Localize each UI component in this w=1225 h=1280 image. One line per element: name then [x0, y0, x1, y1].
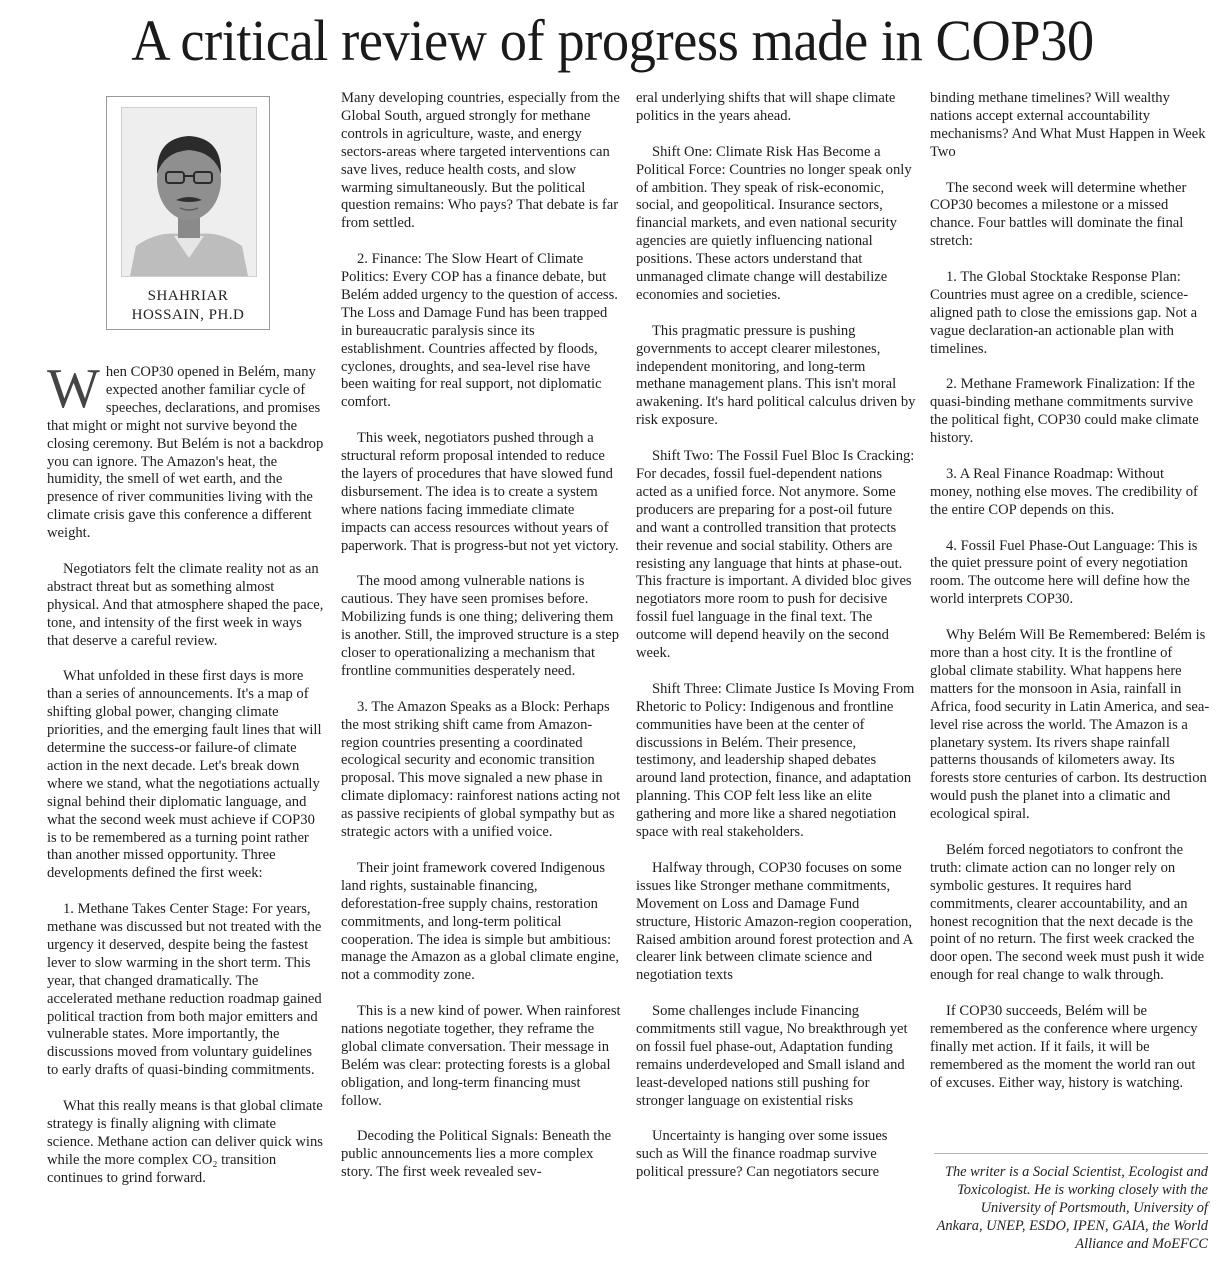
- divider: [934, 1153, 1208, 1154]
- author-name-line2: HOSSAIN, PH.D: [131, 307, 245, 323]
- column-1: [47, 358, 324, 1206]
- paragraph: When COP30 opened in Belém, many expected another familiar cycle of speeches, declarations, and promises that might or might not survive beyond the closing ceremony. But Belém is not a backdrop you can ignore. The Amazon's heat, the humidity, the smell of wet earth, and the presence of river communities living with the climate crisis gave this conference a different weight.: [47, 358, 324, 542]
- paragraph: What unfolded in these first days is more than a series of announcements. It's a map of shifting global power, changing climate priorities, and the emerging fault lines that will determine the success-or failure-of climate action in the next decade. Let's break down where we stand, what the negotiations actually signal behind their diplomatic language, and what the second week must achieve if COP30 is to be remembered as a turning point rather than another missed opportunity. Three developments defined the first week:: [47, 668, 322, 882]
- paragraph: 1. Methane Takes Center Stage: For years, methane was discussed but not treated with the urgency it deserved, despite being the fastest lever to slow warming in the short term. This year, that changed dramatically. The accelerated methane reduction roadmap gained political traction from both major emitters and vulnerable states. More importantly, the discussions moved from voluntary guidelines to early drafts of quasi-binding commitments.: [47, 901, 322, 1079]
- paragraph: Negotiators felt the climate reality not as an abstract threat but as something almost physical. And that atmosphere shaped the pace, tone, and intensity of the first week in ways that deserve a careful review.: [47, 560, 324, 649]
- paragraph: Some challenges include Financing commitments still vague, No breakthrough yet on fossil fuel phase-out, Adaptation funding remains underdeveloped and Small island and least-developed nations still pushing for stronger language on existential risks: [636, 1003, 908, 1109]
- paragraph: 1. The Global Stocktake Response Plan: Countries must agree on a credible, science-aligned path to close the emissions gap. Not a vague declaration-an actionable plan with timelines.: [930, 269, 1198, 357]
- paragraph: Why Belém Will Be Remembered: Belém is more than a host city. It is the frontline of global climate stability. What happens here matters for the monsoon in Asia, rainfall in Africa, food security in Latin America, and sea-level rise across the world. The Amazon is a planetary system. Its rivers shape rainfall patterns thousands of kilometers away. Its forests store centuries of carbon. Its destruction would push the planet into a climatic and ecological spiral.: [930, 627, 1210, 823]
- column-2: [341, 90, 621, 1200]
- paragraph: Halfway through, COP30 focuses on some issues like Stronger methane commitments, Movement on Loss and Damage Fund structure, Historic Amazon-region cooperation, Raised ambition around forest protection and A clearer link between climate science and negotiation texts: [636, 859, 913, 984]
- paragraph: Shift Two: The Fossil Fuel Bloc Is Cracking: For decades, fossil fuel-dependent nations acted as a unified force. Not anymore. Some producers are preparing for a post-oil future and want a controlled transition that protects their revenue and social stability. Others are resisting any language that hints at phase-out. This fracture is important. A divided bloc gives negotiators more room to push for decisive fossil fuel language in the final text. The outcome will depend heavily on the second week.: [636, 448, 915, 662]
- author-portrait-icon: [122, 108, 256, 276]
- author-photo: [121, 107, 257, 277]
- paragraph: binding methane timelines? Will wealthy nations accept external accountability mechanisms? And What Must Happen in Week Two: [930, 90, 1206, 160]
- paragraph: Shift Three: Climate Justice Is Moving From Rhetoric to Policy: Indigenous and frontline communities have been at the center of discussions in Belém. Their presence, testimony, and leadership shaped debates around land protection, finance, and adaptation planning. This COP felt less like an elite gathering and more like a shared negotiation space with real stakeholders.: [636, 680, 915, 841]
- paragraph: Shift One: Climate Risk Has Become a Political Force: Countries no longer speak only of ambition. They speak of risk-economic, social, and geopolitical. Insurance sectors, financial markets, and even national security agencies are quietly influencing national positions. These actors understand that unmanaged climate change will destabilize economies and societies.: [636, 143, 912, 303]
- paragraph: 2. Methane Framework Finalization: If the quasi-binding methane commitments survive the political fight, COP30 could make climate history.: [930, 376, 1199, 447]
- headline: A critical review of progress made in COP30: [131, 8, 1094, 73]
- author-name-line1: SHAHRIAR: [147, 288, 229, 304]
- paragraph: 2. Finance: The Slow Heart of Climate Politics: Every COP has a finance debate, but Belém added urgency to the question of access. The Loss and Damage Fund has been trapped in bureaucratic paralysis since its establishment. Countries affected by floods, cyclones, droughts, and sea-level rise have been waiting for real support, not diplomatic comfort.: [341, 251, 618, 411]
- paragraph: Many developing countries, especially from the Global South, argued strongly for methane controls in agriculture, waste, and energy sectors-areas where targeted interventions can save lives, reduce health costs, and slow warming simultaneously. But the political question remains: Who pays? That debate is far from settled.: [341, 90, 620, 232]
- author-box: [106, 96, 270, 330]
- paragraph: 4. Fossil Fuel Phase-Out Language: This is the quiet pressure point of every negotiation room. The outcome here will define how the world interprets COP30.: [930, 537, 1198, 608]
- paragraph: Belém forced negotiators to confront the truth: climate action can no longer rely on symbolic gestures. It requires hard commitments, clearer accountability, and an honest recognition that the next decade is the point of no return. The first week cracked the door open. The second week must push it wide enough for real change to walk through.: [930, 841, 1205, 984]
- drop-cap: W: [47, 358, 100, 420]
- paragraph: This pragmatic pressure is pushing governments to accept clearer milestones, independent monitoring, and long-term methane management plans. This isn't moral awakening. It's hard political calculus driven by risk exposure.: [636, 322, 916, 429]
- paragraph: If COP30 succeeds, Belém will be remembered as the conference where urgency finally met action. If it fails, it will be remembered as the moment the world ran out of excuses. Either way, history is watching.: [930, 1003, 1198, 1091]
- paragraph: The mood among vulnerable nations is cautious. They have seen promises before. Mobilizing funds is one thing; delivering them is another. Still, the improved structure is a step closer to operationalizing a mechanism that frontline communities desperately need.: [341, 573, 620, 679]
- paragraph: What this really means is that global climate strategy is finally aligning with climate science. Methane action can deliver quick wins while the more complex CO₂ transition continues to grind forward.: [47, 1098, 323, 1186]
- paragraph: The second week will determine whether COP30 becomes a milestone or a missed chance. Four battles will dominate the final stretch:: [930, 179, 1187, 250]
- paragraph: Decoding the Political Signals: Beneath the public announcements lies a more complex story. The first week revealed sev-: [341, 1128, 612, 1181]
- paragraph: Uncertainty is hanging over some issues such as Will the finance roadmap survive political pressure? Can negotiators secure: [636, 1128, 888, 1181]
- author-byline: [107, 287, 269, 325]
- paragraph: This is a new kind of power. When rainforest nations negotiate together, they reframe the global climate conversation. Their message in Belém was clear: protecting forests is a global obligation, and long-term financing must follow.: [341, 1003, 621, 1109]
- writer-note: The writer is a Social Scientist, Ecologist and Toxicologist. He is working closely with the University of Portsmouth, University of Ankara, UNEP, ESDO, IPEN, GAIA, the World Alliance and MoEFCC: [936, 1164, 1208, 1252]
- paragraph: 3. A Real Finance Roadmap: Without money, nothing else moves. The credibility of the entire COP depends on this.: [930, 465, 1198, 518]
- paragraph: 3. The Amazon Speaks as a Block: Perhaps the most striking shift came from Amazon-region countries presenting a coordinated ecological security and economic transition proposal. This move signaled a new phase in climate diplomacy: rainforest nations acting not as passive recipients of global sympathy but as strategic actors with a unified voice.: [341, 698, 621, 841]
- paragraph: This week, negotiators pushed through a structural reform proposal intended to reduce the layers of procedures that have slowed fund disbursement. The idea is to create a system where nations facing immediate climate impacts can access resources without years of paperwork. That is progress-but not yet victory.: [341, 430, 619, 554]
- paragraph: Their joint framework covered Indigenous land rights, sustainable financing, deforestation-free supply chains, restoration commitments, and long-term political cooperation. The idea is simple but ambitious: manage the Amazon as a global climate engine, not a commodity zone.: [341, 859, 619, 984]
- column-4: [930, 90, 1210, 1111]
- column-3: [636, 90, 916, 1200]
- paragraph: eral underlying shifts that will shape climate politics in the years ahead.: [636, 90, 896, 124]
